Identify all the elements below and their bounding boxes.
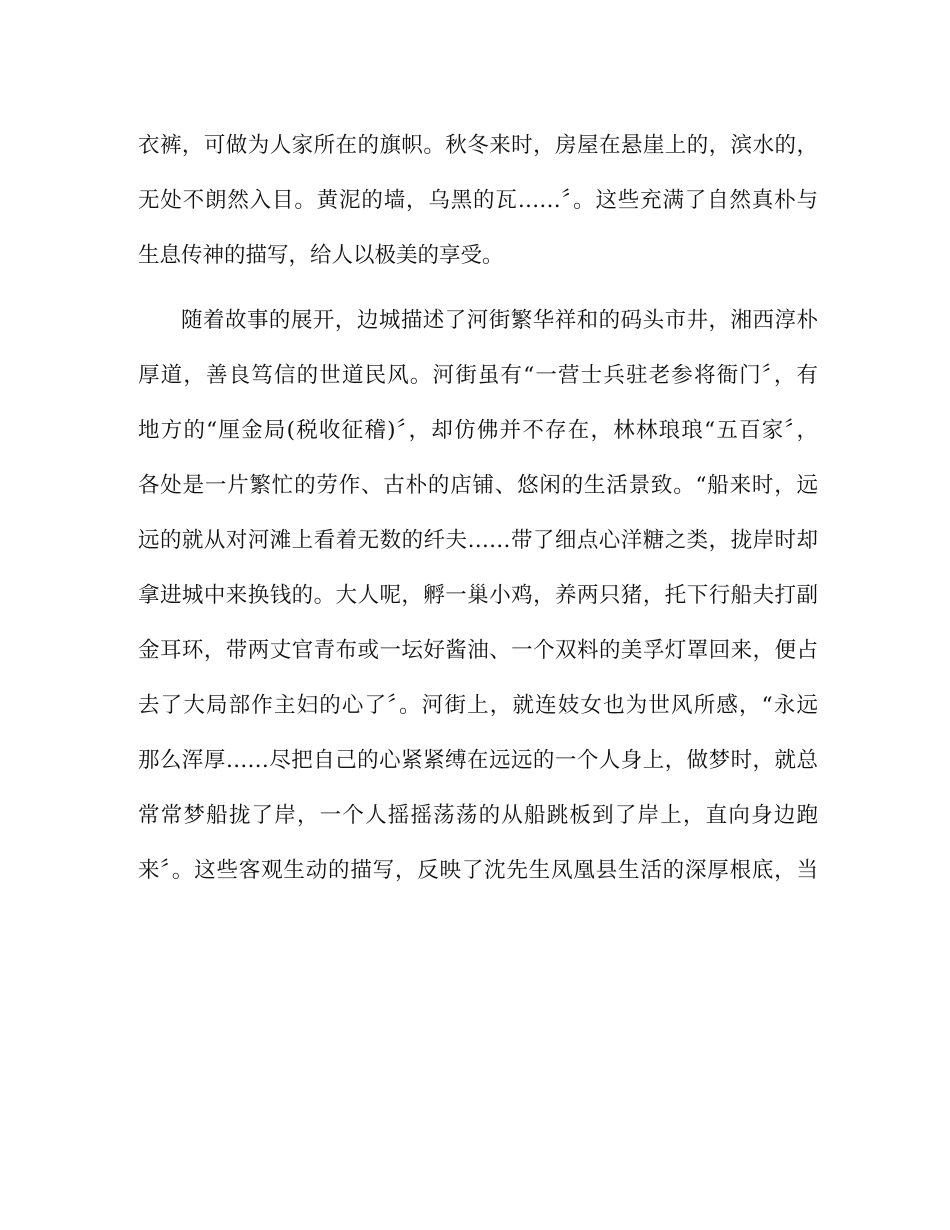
text-line: 厚道，善良笃信的世道民风。河街虽有“一营士兵驻老参将衙门〞，有 bbox=[138, 363, 818, 388]
text-line: 无处不朗然入目。黄泥的墙，乌黑的瓦……〞。这些充满了自然真朴与 bbox=[138, 188, 818, 213]
text-line: 地方的“厘金局(税收征稽)〞，却仿佛并不存在，林林琅琅“五百家〞， bbox=[138, 418, 818, 443]
text-line: 各处是一片繁忙的劳作、古朴的店铺、悠闲的生活景致。“船来时，远 bbox=[138, 473, 818, 498]
body-text bbox=[138, 118, 818, 898]
text-line: 那么浑厚……尽把自己的心紧紧缚在远远的一个人身上，做梦时，就总 bbox=[138, 748, 818, 773]
text-line: 来〞。这些客观生动的描写，反映了沈先生凤凰县生活的深厚根底，当 bbox=[138, 858, 818, 883]
text-line: 常常梦船拢了岸，一个人摇摇荡荡的从船跳板到了岸上，直向身边跑 bbox=[138, 803, 818, 828]
text-line: 拿进城中来换钱的。大人呢，孵一巢小鸡，养两只猪，托下行船夫打副 bbox=[138, 583, 818, 608]
text-line: 金耳环，带两丈官青布或一坛好酱油、一个双料的美孚灯罩回来，便占 bbox=[138, 638, 818, 663]
text-line: 生息传神的描写，给人以极美的享受。 bbox=[138, 243, 504, 268]
text-line: 随着故事的展开，边城描述了河街繁华祥和的码头市井，湘西淳朴 bbox=[181, 308, 818, 333]
paragraph-2 bbox=[138, 293, 818, 898]
text-line: 远的就从对河滩上看着无数的纤夫……带了细点心洋糖之类，拢岸时却 bbox=[138, 528, 818, 553]
text-line: 去了大局部作主妇的心了〞。河街上，就连妓女也为世风所感，“永远 bbox=[138, 693, 818, 718]
text-line: 衣裤，可做为人家所在的旗帜。秋冬来时，房屋在悬崖上的，滨水的， bbox=[138, 133, 818, 158]
paragraph-spacer bbox=[138, 283, 818, 293]
paragraph-1 bbox=[138, 118, 818, 283]
